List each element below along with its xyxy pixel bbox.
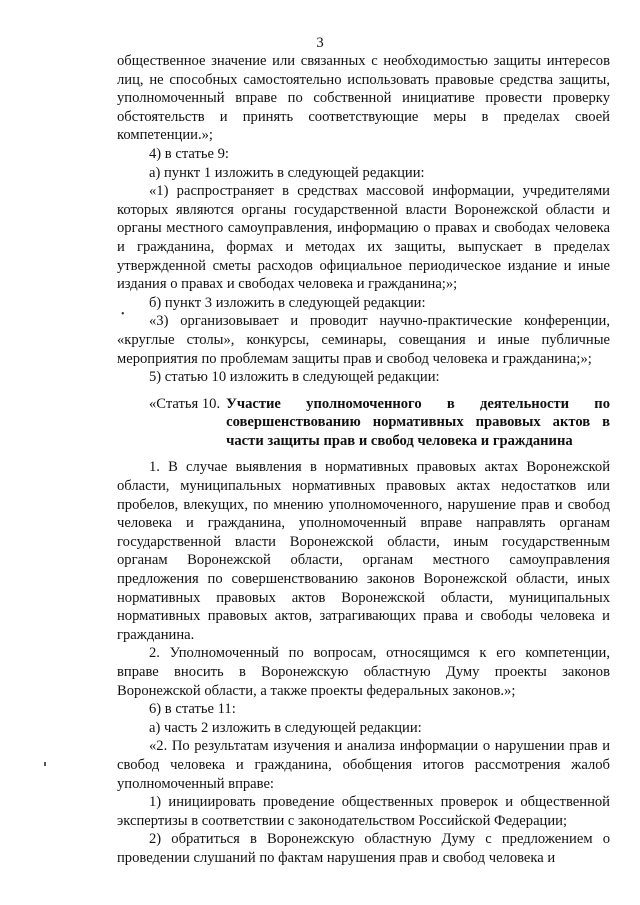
paragraph: общественное значение или связанных с необходимостью защиты интересов лиц, не способных самостоятельно использовать правовые средства защиты, уполномоченный вправе по собственной инициативе провести проверку обстоятельств и принять соответствующие меры в пределах своей компетенции.»; (117, 53, 610, 144)
paragraph: а) часть 2 изложить в следующей редакции: (149, 719, 422, 736)
scan-mark (44, 762, 46, 766)
paragraph: «3) организовывает и проводит научно-практические конференции, «круглые столы», конкурсы, семинары, совещания и иные публичные мероприятия по проблемам защиты прав и свобод человека и гражданина;»; (117, 313, 610, 367)
paragraph: 6) в статье 11: (149, 701, 236, 718)
paragraph: 1. В случае выявления в нормативных правовых актах Воронежской области, муниципальных нормативных правовых актах недостатков или пробелов, влекущих, по мнению уполномоченного, нарушение прав и свобод человека и гражданина, уполномоченный вправе направлять органам государственной власти Воронежской области, иным государственным органам Воронежской области, органам местного самоуправления предложения по совершенствованию законов Воронежской области, иных нормативных правовых актов Воронежской области, муниципальных нормативных правовых актов, затрагивающих права и свободы человека и гражданина. (117, 459, 610, 643)
document-body (117, 52, 610, 868)
paragraph: 2) обратиться в Воронежскую областную Думу с предложением о проведении слушаний по фактам нарушения прав и свобод человека и (117, 831, 610, 866)
paragraph: «1) распространяет в средствах массовой информации, учредителями которых являются органы государственной власти Воронежской области и органы местного самоуправления, информацию о правах и свободах человека и гражданина, формах и методах их защиты, выпускает в пределах утвержденной сметы расходов официальное периодическое издание и иные издания о правах и свободах человека и гражданина;»; (117, 183, 610, 293)
page-number: 3 (316, 35, 324, 51)
paragraphs-before-article (117, 52, 610, 387)
paragraph: «2. По результатам изучения и анализа информации о нарушении прав и свобод человека и гражданина, обобщения итогов рассмотрения жалоб уполномоченный вправе: (117, 738, 610, 792)
article-label: «Статья 10. (149, 395, 221, 412)
paragraph: б) пункт 3 изложить в следующей редакции: (149, 294, 426, 311)
paragraph: 1) инициировать проведение общественных проверок и общественной экспертизы в соответствии с законодательством Российской Федерации; (117, 794, 610, 829)
scan-speck: • (121, 309, 125, 320)
paragraph: 5) статью 10 изложить в следующей редакции: (149, 369, 440, 386)
article-title: Участие уполномоченного в деятельности по совершенствованию нормативных правовых актов в части защиты прав и свобод человека и гражданина (226, 395, 610, 449)
paragraphs-after-article (117, 458, 610, 867)
paragraph: 4) в статье 9: (149, 145, 229, 162)
article-heading (117, 395, 610, 451)
paragraph: а) пункт 1 изложить в следующей редакции: (149, 164, 425, 181)
paragraph: 2. Уполномоченный по вопросам, относящимся к его компетенции, вправе вносить в Воронежскую областную Думу проекты законов Воронежской области, а также проекты федеральных законов.»; (117, 645, 610, 699)
